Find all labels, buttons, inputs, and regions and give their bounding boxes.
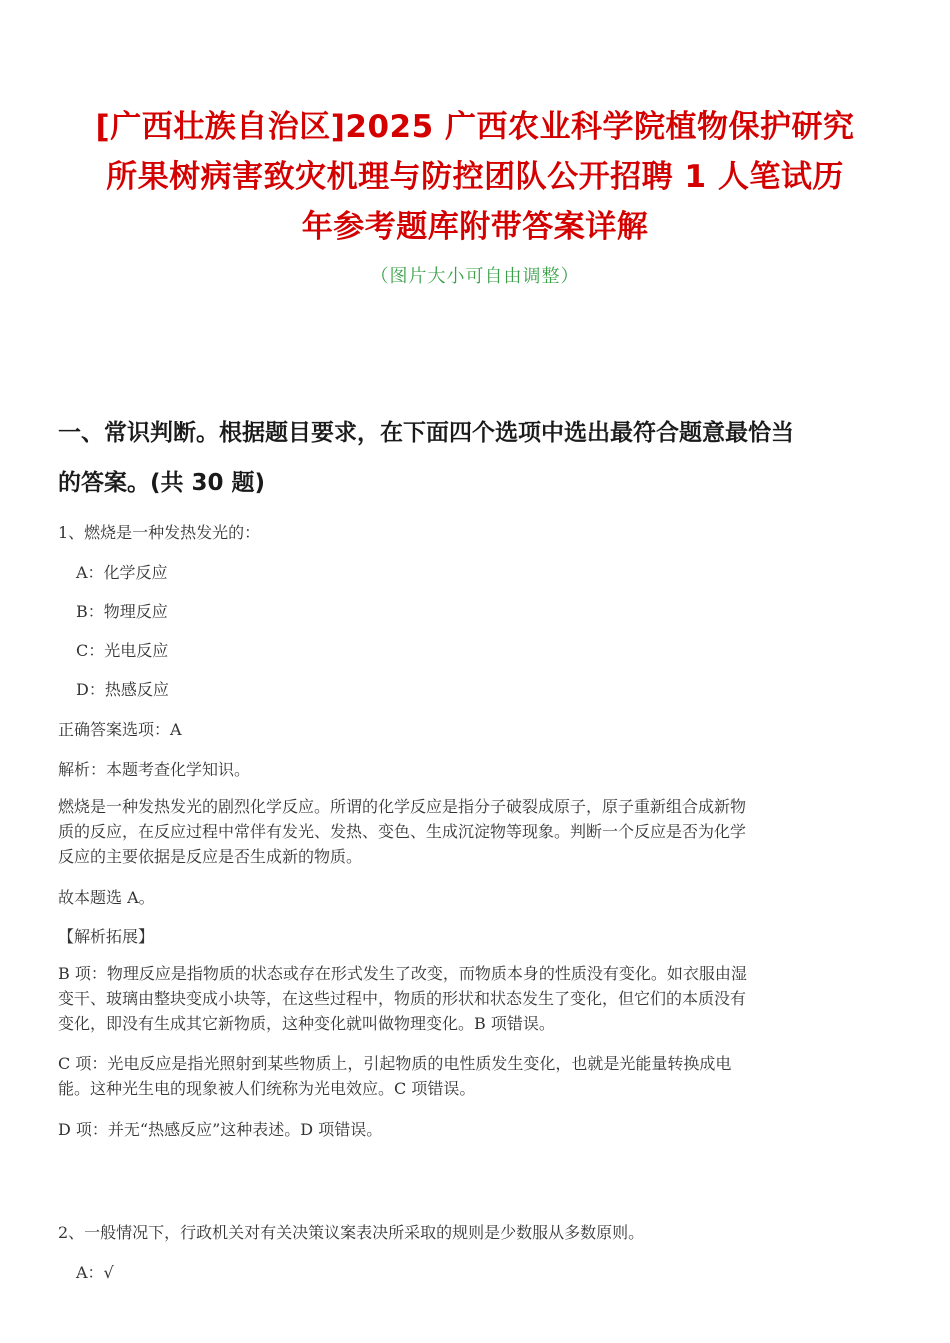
question-1-analysis-intro: 解析：本题考查化学知识。 xyxy=(58,760,251,779)
question-1-answer: 正确答案选项：A xyxy=(58,720,182,739)
title-line-1: [广西壮族自治区]2025 广西农业科学院植物保护研究 xyxy=(95,109,855,145)
analysis-extension-label: 【解析拓展】 xyxy=(58,927,155,946)
paragraph-line: 质的反应，在反应过程中常伴有发光、发热、变色、生成沉淀物等现象。判断一个反应是否为化学 xyxy=(58,822,747,841)
subtitle-note: （图片大小可自由调整） xyxy=(370,266,580,287)
question-1-option-b: B：物理反应 xyxy=(76,602,168,621)
title-line-2: 所果树病害致灾机理与防控团队公开招聘 1 人笔试历 xyxy=(106,159,844,195)
paragraph-line: 变化，即没有生成其它新物质，这种变化就叫做物理变化。B 项错误。 xyxy=(58,1014,555,1033)
paragraph-line: 燃烧是一种发热发光的剧烈化学反应。所谓的化学反应是指分子破裂成原子，原子重新组合成新物 xyxy=(58,797,747,816)
paragraph-line: B 项：物理反应是指物质的状态或存在形式发生了改变，而物质本身的性质没有变化。如衣服由湿 xyxy=(58,964,747,983)
option-d-explanation: D 项：并无“热感反应”这种表述。D 项错误。 xyxy=(58,1120,383,1139)
option-c-explanation xyxy=(58,1051,888,1101)
question-2-option-a: A：√ xyxy=(76,1263,114,1282)
section-heading-line-1: 一、常识判断。根据题目要求，在下面四个选项中选出最符合题意最恰当 xyxy=(58,420,794,446)
question-1-option-d: D：热感反应 xyxy=(76,680,169,699)
section-heading xyxy=(58,408,888,508)
question-1-option-c: C：光电反应 xyxy=(76,641,169,660)
paragraph-line: 能。这种光生电的现象被人们统称为光电效应。C 项错误。 xyxy=(58,1079,476,1098)
question-2-stem: 2、一般情况下，行政机关对有关决策议案表决所采取的规则是少数服从多数原则。 xyxy=(58,1223,645,1242)
document-title xyxy=(40,102,910,252)
question-1-analysis-paragraph xyxy=(58,794,888,869)
question-1-stem: 1、燃烧是一种发热发光的： xyxy=(58,523,261,542)
question-1-conclusion: 故本题选 A。 xyxy=(58,888,155,907)
section-heading-line-2: 的答案。(共 30 题) xyxy=(58,470,266,496)
paragraph-line: 变干、玻璃由整块变成小块等，在这些过程中，物质的形状和状态发生了变化，但它们的本质没有 xyxy=(58,989,747,1008)
question-1-option-a: A：化学反应 xyxy=(76,563,168,582)
title-line-3: 年参考题库附带答案详解 xyxy=(301,209,649,245)
option-b-explanation xyxy=(58,961,888,1036)
paragraph-line: C 项：光电反应是指光照射到某些物质上，引起物质的电性质发生变化，也就是光能量转换成电 xyxy=(58,1054,732,1073)
paragraph-line: 反应的主要依据是反应是否生成新的物质。 xyxy=(58,847,363,866)
